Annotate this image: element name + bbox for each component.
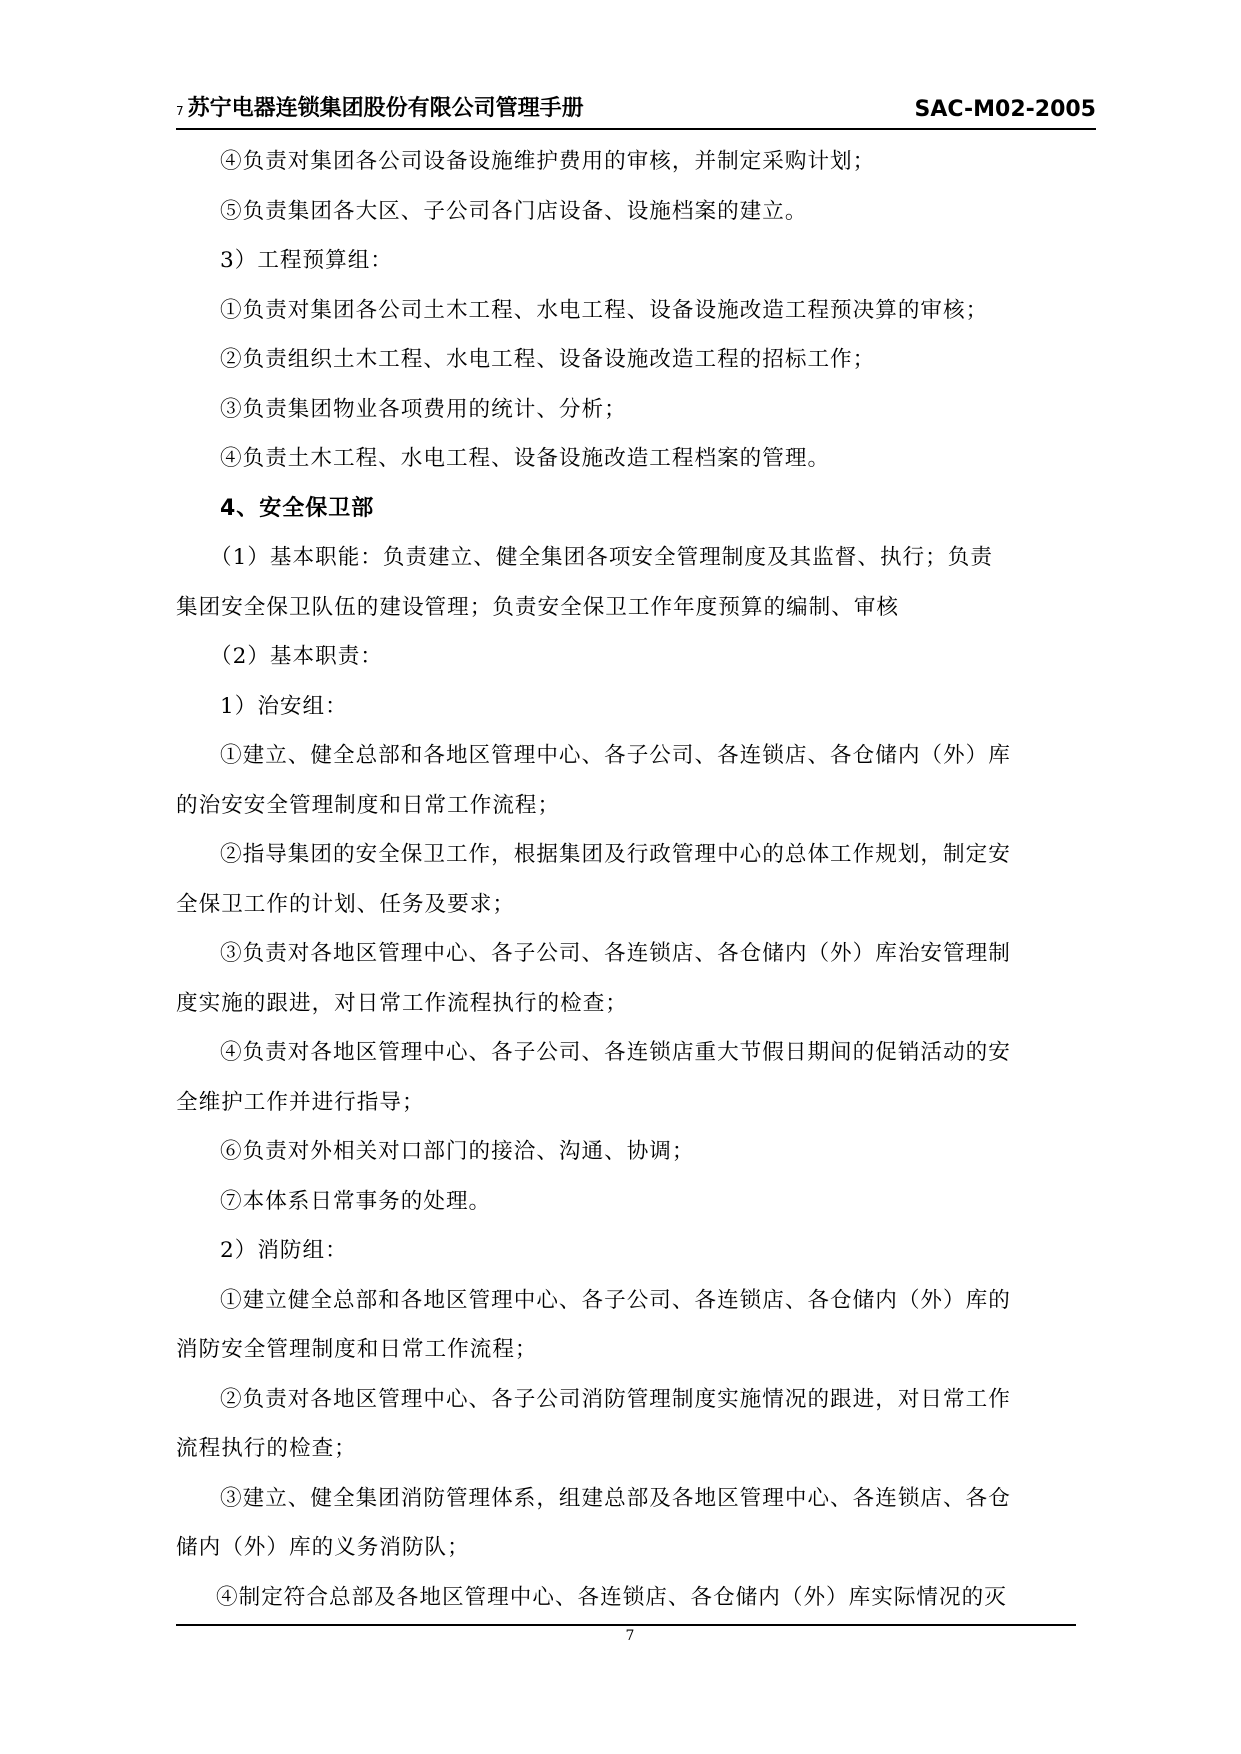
paragraph-line: （1）基本职能：负责建立、健全集团各项安全管理制度及其监督、执行；负责	[210, 545, 993, 570]
document-code: SAC-M02-2005	[914, 97, 1096, 122]
paragraph-line: ⑥负责对外相关对口部门的接洽、沟通、协调；	[220, 1139, 695, 1164]
subsection-heading: 3）工程预算组：	[220, 248, 393, 273]
paragraph-line: 流程执行的检查；	[176, 1436, 357, 1461]
paragraph-line: ④负责土木工程、水电工程、设备设施改造工程档案的管理。	[220, 446, 831, 471]
paragraph-line: 全维护工作并进行指导；	[176, 1089, 425, 1115]
subsection-heading: （2）基本职责：	[210, 644, 383, 669]
paragraph-line: 全保卫工作的计划、任务及要求；	[176, 891, 515, 917]
header-title-group	[176, 91, 584, 122]
paragraph-line: ④制定符合总部及各地区管理中心、各连锁店、各仓储内（外）库实际情况的灭	[216, 1584, 1007, 1610]
section-heading: 4、安全保卫部	[220, 495, 375, 521]
subsection-heading: 2）消防组：	[220, 1238, 348, 1263]
paragraph-line: 集团安全保卫队伍的建设管理；负责安全保卫工作年度预算的编制、审核	[176, 594, 900, 620]
paragraph-line: ①建立、健全总部和各地区管理中心、各子公司、各连锁店、各仓储内（外）库	[220, 743, 1011, 768]
header-divider	[176, 128, 1096, 130]
paragraph-line: ②指导集团的安全保卫工作，根据集团及行政管理中心的总体工作规划，制定安	[220, 842, 1011, 867]
footer-divider	[176, 1624, 1076, 1626]
document-body	[176, 137, 1096, 1622]
paragraph-line: ⑦本体系日常事务的处理。	[220, 1188, 492, 1214]
paragraph-line: ③负责集团物业各项费用的统计、分析；	[220, 396, 627, 422]
paragraph-line: ④负责对集团各公司设备设施维护费用的审核，并制定采购计划；	[220, 149, 876, 174]
page-header	[176, 88, 1096, 128]
paragraph-line: ⑤负责集团各大区、子公司各门店设备、设施档案的建立。	[220, 198, 808, 224]
paragraph-line: 消防安全管理制度和日常工作流程；	[176, 1337, 538, 1362]
paragraph-line: ④负责对各地区管理中心、各子公司、各连锁店重大节假日期间的促销活动的安	[220, 1040, 1011, 1065]
paragraph-line: ②负责组织土木工程、水电工程、设备设施改造工程的招标工作；	[220, 347, 876, 372]
paragraph-line: ③建立、健全集团消防管理体系，组建总部及各地区管理中心、各连锁店、各仓	[220, 1485, 1011, 1511]
subsection-heading: 1）治安组：	[220, 693, 348, 719]
paragraph-line: ①建立健全总部和各地区管理中心、各子公司、各连锁店、各仓储内（外）库的	[220, 1287, 1011, 1313]
footer-page-number: 7	[625, 1628, 635, 1644]
header-page-number: 7	[176, 104, 184, 118]
paragraph-line: ③负责对各地区管理中心、各子公司、各连锁店、各仓储内（外）库治安管理制	[220, 941, 1011, 966]
header-title: 苏宁电器连锁集团股份有限公司管理手册	[187, 96, 584, 121]
paragraph-line: 度实施的跟进，对日常工作流程执行的检查；	[176, 990, 628, 1016]
paragraph-line: ②负责对各地区管理中心、各子公司消防管理制度实施情况的跟进，对日常工作	[220, 1386, 1011, 1412]
paragraph-line: 储内（外）库的义务消防队；	[176, 1535, 470, 1560]
paragraph-line: ①负责对集团各公司土木工程、水电工程、设备设施改造工程预决算的审核；	[220, 297, 989, 323]
paragraph-line: 的治安安全管理制度和日常工作流程；	[176, 792, 561, 818]
